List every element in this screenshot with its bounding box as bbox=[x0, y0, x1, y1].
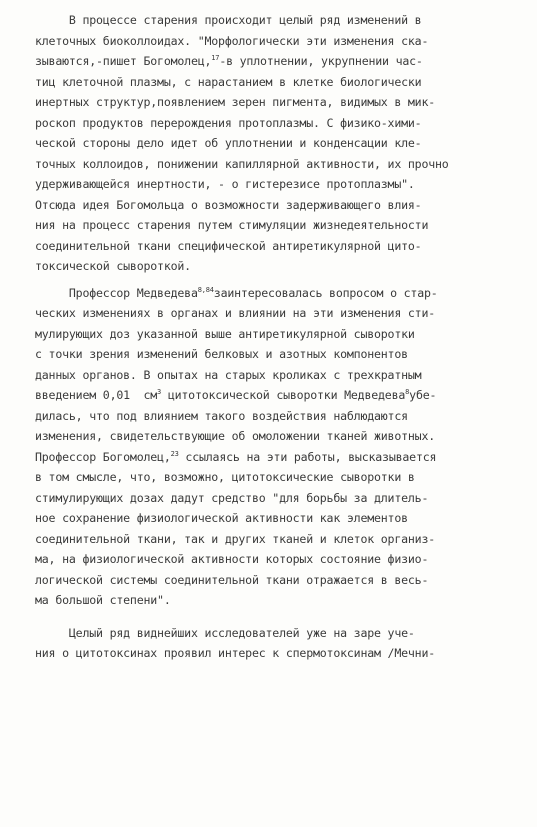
text-line: ма, на физиологической активности которых состояние физио- bbox=[35, 552, 429, 566]
footnote-marker: 8 bbox=[405, 388, 410, 397]
paragraph-1 bbox=[35, 10, 505, 277]
text-fragment: заинтересовалась вопросом о стар- bbox=[213, 285, 438, 300]
text-line: инертных структур,появлением зерен пигмента, видимых в мик- bbox=[35, 95, 436, 109]
document-body bbox=[35, 10, 505, 664]
text-line: данных органов. В опытах на старых кроликах с трехкратным bbox=[35, 367, 422, 382]
text-fragment: Профессор Медведева bbox=[35, 285, 198, 300]
text-fragment: зываются,-пишет Богомолец, bbox=[35, 54, 212, 68]
text-line: ное сохранение физиологической активности как элементов bbox=[35, 511, 408, 525]
text-fragment: цитотоксической сыворотки Медведева bbox=[161, 388, 406, 402]
text-line: ческой стороны дело идет об уплотнении и конденсации кле- bbox=[35, 136, 422, 150]
text-line-with-footnote bbox=[35, 283, 505, 304]
text-line: ма большой степени". bbox=[35, 593, 171, 607]
text-line: Целый ряд виднейших исследователей уже на заре уче- bbox=[35, 625, 415, 640]
text-line: логической системы соединительной ткани отражается в весь- bbox=[35, 572, 429, 587]
text-fragment: Профессор Богомолец, bbox=[35, 449, 171, 464]
text-line: Отсюда идея Богомольца о возможности задерживающего влия- bbox=[35, 197, 422, 212]
text-fragment: убе- bbox=[409, 388, 437, 402]
text-line-with-footnote bbox=[35, 447, 505, 468]
footnote-marker: 8,84 bbox=[197, 285, 214, 294]
text-line: с точки зрения изменений белковых и азотных компонентов bbox=[35, 347, 408, 361]
unit-superscript: 3 bbox=[157, 388, 162, 397]
text-line: удерживающейся инертности, - о гистерезисе протоплазмы". bbox=[35, 177, 415, 191]
paragraph-3 bbox=[35, 623, 505, 664]
text-line: клеточных биоколлоидах. "Морфологически эти изменения ска- bbox=[35, 33, 429, 48]
text-fragment: ссылаясь на эти работы, высказывается bbox=[178, 449, 437, 464]
text-line: ния о цитотоксинах проявил интерес к спермотоксинам /Мечни- bbox=[35, 646, 436, 660]
text-line: токсической сывороткой. bbox=[35, 259, 191, 273]
text-line: в том смысле, что, возможно, цитотоксические сыворотки в bbox=[35, 470, 415, 484]
text-line: дилась, что под влиянием такого воздействия наблюдаются bbox=[35, 408, 408, 423]
text-line: мулирующих доз указанной выше антиретикулярной сыворотки bbox=[35, 326, 415, 341]
text-line: ческих изменениях в органах и влиянии на эти изменения сти- bbox=[35, 306, 436, 320]
footnote-marker: 17 bbox=[211, 54, 220, 63]
text-line: изменения, свидетельствующие об омоложении тканей животных. bbox=[35, 429, 436, 443]
text-line: роскоп продуктов перерождения протоплазмы. С физико-хими- bbox=[35, 115, 422, 130]
text-line: точных коллоидов, понижении капиллярной активности, их прочно bbox=[35, 156, 449, 171]
text-fragment: -в уплотнении, укрупнении час- bbox=[219, 54, 423, 68]
text-line-with-footnote bbox=[35, 385, 505, 406]
text-line: тиц клеточной плазмы, с нарастанием в клетке биологически bbox=[35, 74, 422, 89]
text-line: ния на процесс старения путем стимуляции жизнедеятельности bbox=[35, 218, 429, 232]
text-line: стимулирующих дозах дадут средство "для борьбы за длитель- bbox=[35, 490, 429, 505]
text-fragment: введением 0,01 см bbox=[35, 388, 158, 402]
text-line: В процессе старения происходит целый ряд изменений в bbox=[35, 13, 422, 27]
text-line: соединительной ткани специфической антиретикулярной цито- bbox=[35, 238, 422, 253]
paragraph-2 bbox=[35, 283, 505, 611]
text-line-with-footnote bbox=[35, 51, 505, 72]
text-line: соединительной ткани, так и других тканей и клеток организ- bbox=[35, 531, 436, 546]
footnote-marker: 23 bbox=[170, 449, 179, 458]
